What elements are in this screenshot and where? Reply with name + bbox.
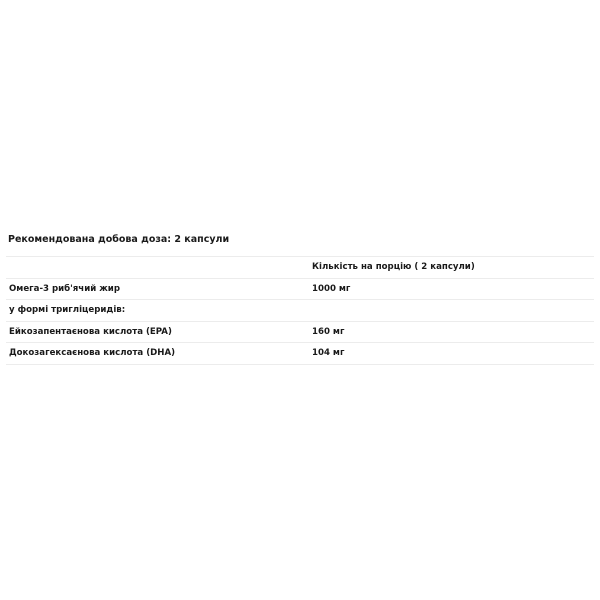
ingredient-name: Омега-3 риб'ячий жир — [9, 283, 120, 294]
table-row — [6, 322, 594, 344]
ingredient-amount: 104 мг — [312, 348, 345, 359]
ingredient-name: Докозагексаєнова кислота (DHA) — [9, 348, 176, 359]
ingredient-amount: 1000 мг — [312, 283, 351, 294]
table-row — [6, 343, 594, 365]
ingredient-amount: 160 мг — [312, 326, 345, 337]
table-header-row — [6, 257, 594, 279]
ingredient-name: Ейкозапентаєнова кислота (EPA) — [9, 326, 172, 337]
header-amount-cell: Кількість на порцію ( 2 капсули) — [312, 262, 475, 273]
table-row — [6, 279, 594, 301]
table-row — [6, 300, 594, 322]
recommended-dose-text: Рекомендована добова доза: 2 капсули — [8, 234, 230, 245]
nutrition-table — [6, 256, 594, 365]
ingredient-name: у формі тригліцеридів: — [9, 305, 126, 316]
